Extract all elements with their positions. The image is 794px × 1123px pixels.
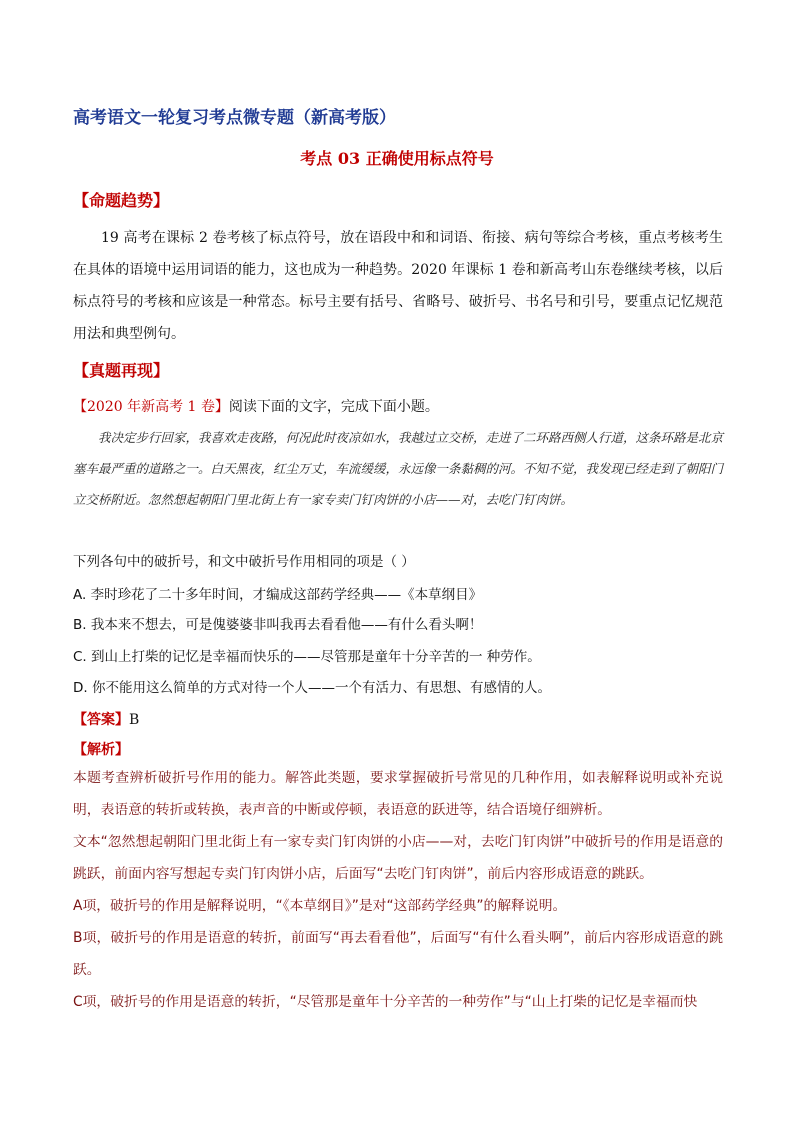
trend-section	[73, 222, 723, 350]
analysis-paragraph-5: C项，破折号的作用是语意的转折，“尽管那是童年十分辛苦的一种劳作”与“山上打柴的记忆是幸福而快	[73, 994, 698, 1010]
option-b: B. 我本来不想去，可是傀婆婆非叫我再去看看他——有什么看头啊！	[73, 617, 483, 633]
answer-value: B	[129, 712, 140, 728]
trend-heading: 【命题趋势】	[73, 191, 170, 210]
question-source-tag: 【2020 年新高考 1 卷】	[73, 399, 229, 415]
analysis-paragraph-3: A项，破折号的作用是解释说明，“《本草纲目》”是对“这部药学经典”的解释说明。	[73, 898, 567, 914]
trend-paragraph: 19 高考在课标 2 卷考核了标点符号，放在语段中和和词语、衔接、病句等综合考核，重点考核考生在具体的语境中运用词语的能力，这也成为一种趋势。2020 年课标 1 卷和新高考山东卷继续考核，以后标点符号的考核和应该是一种常态。标号主要有括号、省略号、破折号、书名号和引号，要重点记忆规范用法和典型例句。	[73, 230, 723, 342]
passage-block	[73, 422, 723, 515]
reading-passage: 我决定步行回家，我喜欢走夜路，何况此时夜凉如水，我越过立交桥，走进了二环路西侧人行道，这条环路是北京塞车最严重的道路之一。白天黑夜，红尘万丈，车流缓缓，永远像一条黏稠的河。不知不觉，我发现已经走到了朝阳门立交桥附近。忽然想起朝阳门里北街上有一家专卖门钉肉饼的小店——对，去吃门钉肉饼。	[73, 430, 724, 507]
analysis-label: 【解析】	[73, 742, 129, 758]
answer-label: 【答案】	[73, 712, 129, 728]
option-c: C. 到山上打柴的记忆是幸福而快乐的——尽管那是童年十分辛苦的一 种劳作。	[73, 649, 541, 665]
document-title: 考点 03 正确使用标点符号	[300, 149, 494, 168]
question-stem: 下列各句中的破折号，和文中破折号作用相同的项是（ ）	[73, 554, 415, 570]
analysis-paragraph-4: B项，破折号的作用是语意的转折，前面写“再去看看他”，后面写“有什么看头啊”，前后内容形成语意的跳跃。	[73, 930, 723, 978]
option-a: A. 李时珍花了二十多年时间，才编成这部药学经典——《本草纲目》	[73, 587, 483, 603]
analysis-paragraph-1: 本题考查辨析破折号作用的能力。解答此类题，要求掌握破折号常见的几种作用，如表解释说明或补充说明，表语意的转折或转换，表声音的中断或停顿，表语意的跃进等，结合语境仔细辨析。	[73, 770, 723, 818]
answer-line	[73, 710, 723, 730]
series-title: 高考语文一轮复习考点微专题（新高考版）	[73, 108, 396, 128]
analysis-block	[73, 762, 723, 1018]
option-d: D. 你不能用这么简单的方式对待一个人——一个有活力、有思想、有感情的人。	[73, 680, 551, 696]
question-source-line	[73, 397, 723, 417]
real-questions-heading: 【真题再现】	[73, 361, 170, 380]
question-instruction: 阅读下面的文字，完成下面小题。	[228, 399, 439, 415]
analysis-paragraph-2: 文本“忽然想起朝阳门里北街上有一家专卖门钉肉饼的小店——对，去吃门钉肉饼”中破折号的作用是语意的跳跃，前面内容写想起专卖门钉肉饼小店，后面写“去吃门钉肉饼”，前后内容形成语意的跳跃。	[73, 834, 723, 882]
